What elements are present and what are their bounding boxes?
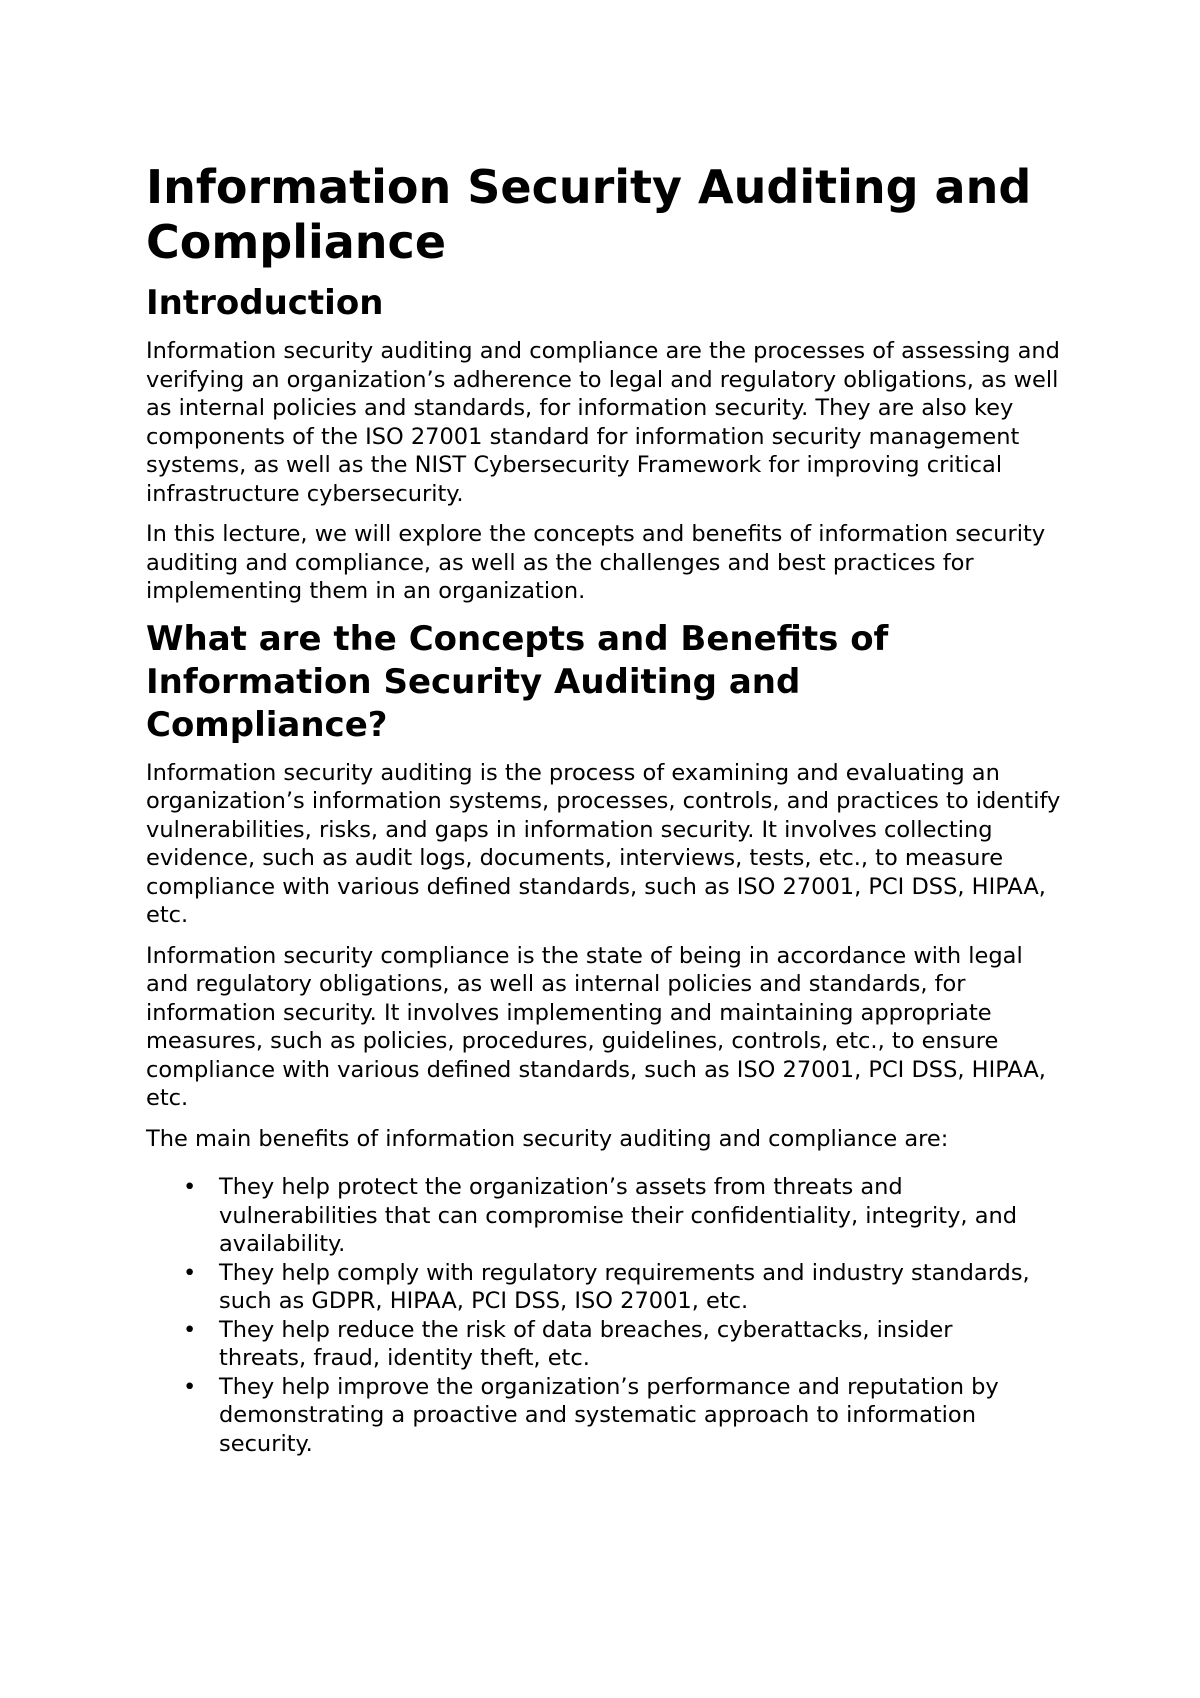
list-item-text: They help comply with regulatory requirements and industry standards, such as GDPR, HIPAA, PCI DSS, ISO 27001, etc. [219,1259,1030,1314]
bullet-icon: • [183,1259,197,1286]
intro-paragraph-1: Information security auditing and compliance are the processes of assessing and verifying an organization’s adherence to legal and regulatory obligations, as well as internal policies and standards, for information security. They are also key components of the ISO 27001 standard for information security management systems, as well as the NIST Cybersecurity Framework for improving critical infrastructure cybersecurity. [146,338,1060,507]
benefits-list [146,1173,1046,1458]
list-item [146,1173,1046,1259]
section-heading-introduction: Introduction [146,283,384,323]
list-item [146,1316,1046,1373]
list-item-text: They help improve the organization’s performance and reputation by demonstrating a proactive and systematic approach to information security. [219,1373,999,1457]
bullet-icon: • [183,1174,197,1200]
intro-paragraph-2: In this lecture, we will explore the concepts and benefits of information security auditing and compliance, as well as the challenges and best practices for implementing them in an organization. [146,521,1046,604]
compliance-definition-paragraph: Information security compliance is the state of being in accordance with legal and regulatory obligations, as well as internal policies and standards, for information security. It involves implementing and maintaining appropriate measures, such as policies, procedures, guidelines, controls, etc., to ensure compliance with various defined standards, such as ISO 27001, PCI DSS, HIPAA, etc. [146,942,1046,1111]
document-title: Information Security Auditing and Compliance [146,160,1032,269]
bullet-icon: • [183,1373,197,1400]
list-item-text: They help protect the organization’s assets from threats and vulnerabilities that can compromise their confidentiality, integrity, and availability. [219,1174,1018,1257]
list-item [146,1373,1046,1459]
auditing-definition-paragraph: Information security auditing is the process of examining and evaluating an organization’s information systems, processes, controls, and practices to identify vulnerabilities, risks, and gaps in information security. It involves collecting evidence, such as audit logs, documents, interviews, tests, etc., to measure compliance with various defined standards, such as ISO 27001, PCI DSS, HIPAA, etc. [146,759,1061,928]
list-item [146,1259,1046,1316]
section-heading-concepts-benefits: What are the Concepts and Benefits of Information Security Auditing and Compliance? [146,618,889,745]
benefits-intro-paragraph: The main benefits of information security auditing and compliance are: [146,1125,949,1152]
bullet-icon: • [183,1316,197,1343]
list-item-text: They help reduce the risk of data breaches, cyberattacks, insider threats, fraud, identity theft, etc. [219,1316,953,1371]
